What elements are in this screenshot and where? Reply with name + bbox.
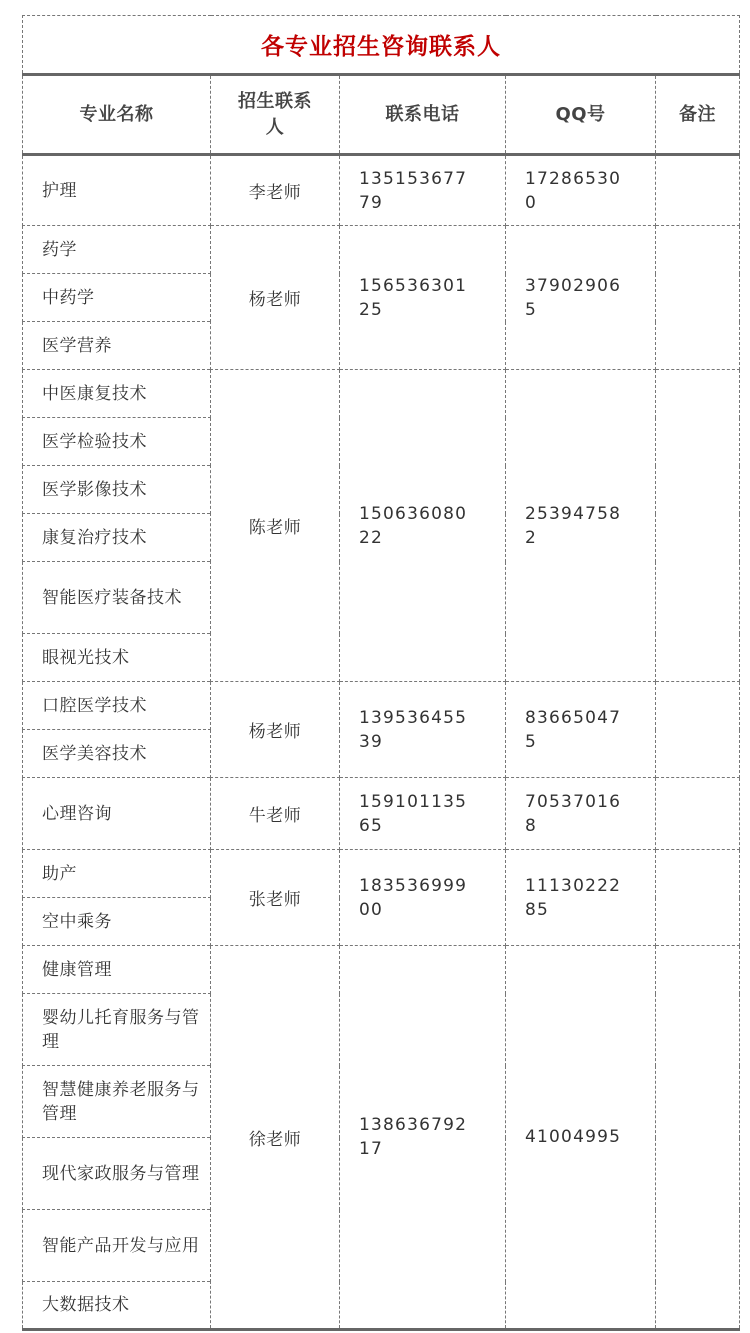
major-name-cell: 智能产品开发与应用 — [23, 1210, 211, 1282]
note-cell — [656, 946, 740, 1330]
contact-table-container — [22, 15, 739, 1331]
major-name-cell: 中医康复技术 — [23, 370, 211, 418]
major-name-cell: 中药学 — [23, 274, 211, 322]
major-name-cell: 医学影像技术 — [23, 466, 211, 514]
major-name-cell: 大数据技术 — [23, 1282, 211, 1330]
qq-number-cell: 836650475 — [506, 682, 656, 778]
qq-number-cell: 1113022285 — [506, 850, 656, 946]
major-name-cell: 医学美容技术 — [23, 730, 211, 778]
major-name-cell: 助产 — [23, 850, 211, 898]
contact-table — [22, 15, 740, 1331]
note-cell — [656, 850, 740, 946]
qq-number-cell: 253947582 — [506, 370, 656, 682]
table-row — [23, 778, 740, 850]
major-name-cell: 婴幼儿托育服务与管理 — [23, 994, 211, 1066]
note-cell — [656, 370, 740, 682]
contact-person-cell: 陈老师 — [211, 370, 340, 682]
phone-number-cell: 15653630125 — [340, 226, 506, 370]
phone-number-cell: 13863679217 — [340, 946, 506, 1330]
contact-person-cell: 张老师 — [211, 850, 340, 946]
header-phone: 联系电话 — [340, 75, 506, 155]
note-cell — [656, 226, 740, 370]
table-body — [23, 155, 740, 1330]
header-contact: 招生联系人 — [211, 75, 340, 155]
qq-number-cell: 379029065 — [506, 226, 656, 370]
major-name-cell: 心理咨询 — [23, 778, 211, 850]
major-name-cell: 康复治疗技术 — [23, 514, 211, 562]
phone-number-cell: 13515367779 — [340, 155, 506, 226]
major-name-cell: 智能医疗装备技术 — [23, 562, 211, 634]
note-cell — [656, 155, 740, 226]
contact-person-cell: 李老师 — [211, 155, 340, 226]
contact-person-cell: 牛老师 — [211, 778, 340, 850]
header-note: 备注 — [656, 75, 740, 155]
contact-person-cell: 杨老师 — [211, 226, 340, 370]
major-name-cell: 医学检验技术 — [23, 418, 211, 466]
phone-number-cell: 13953645539 — [340, 682, 506, 778]
major-name-cell: 药学 — [23, 226, 211, 274]
table-title: 各专业招生咨询联系人 — [23, 16, 740, 75]
major-name-cell: 智慧健康养老服务与管理 — [23, 1066, 211, 1138]
table-row — [23, 155, 740, 226]
table-row — [23, 850, 740, 898]
major-name-cell: 护理 — [23, 155, 211, 226]
table-row — [23, 946, 740, 994]
phone-number-cell: 15910113565 — [340, 778, 506, 850]
major-name-cell: 空中乘务 — [23, 898, 211, 946]
major-name-cell: 现代家政服务与管理 — [23, 1138, 211, 1210]
header-qq: QQ号 — [506, 75, 656, 155]
major-name-cell: 眼视光技术 — [23, 634, 211, 682]
note-cell — [656, 682, 740, 778]
qq-number-cell: 172865300 — [506, 155, 656, 226]
major-name-cell: 健康管理 — [23, 946, 211, 994]
table-row — [23, 226, 740, 274]
note-cell — [656, 778, 740, 850]
table-row — [23, 682, 740, 730]
phone-number-cell: 15063608022 — [340, 370, 506, 682]
qq-number-cell: 41004995 — [506, 946, 656, 1330]
phone-number-cell: 18353699900 — [340, 850, 506, 946]
table-row — [23, 370, 740, 418]
header-major: 专业名称 — [23, 75, 211, 155]
contact-person-cell: 徐老师 — [211, 946, 340, 1330]
major-name-cell: 医学营养 — [23, 322, 211, 370]
contact-person-cell: 杨老师 — [211, 682, 340, 778]
qq-number-cell: 705370168 — [506, 778, 656, 850]
major-name-cell: 口腔医学技术 — [23, 682, 211, 730]
